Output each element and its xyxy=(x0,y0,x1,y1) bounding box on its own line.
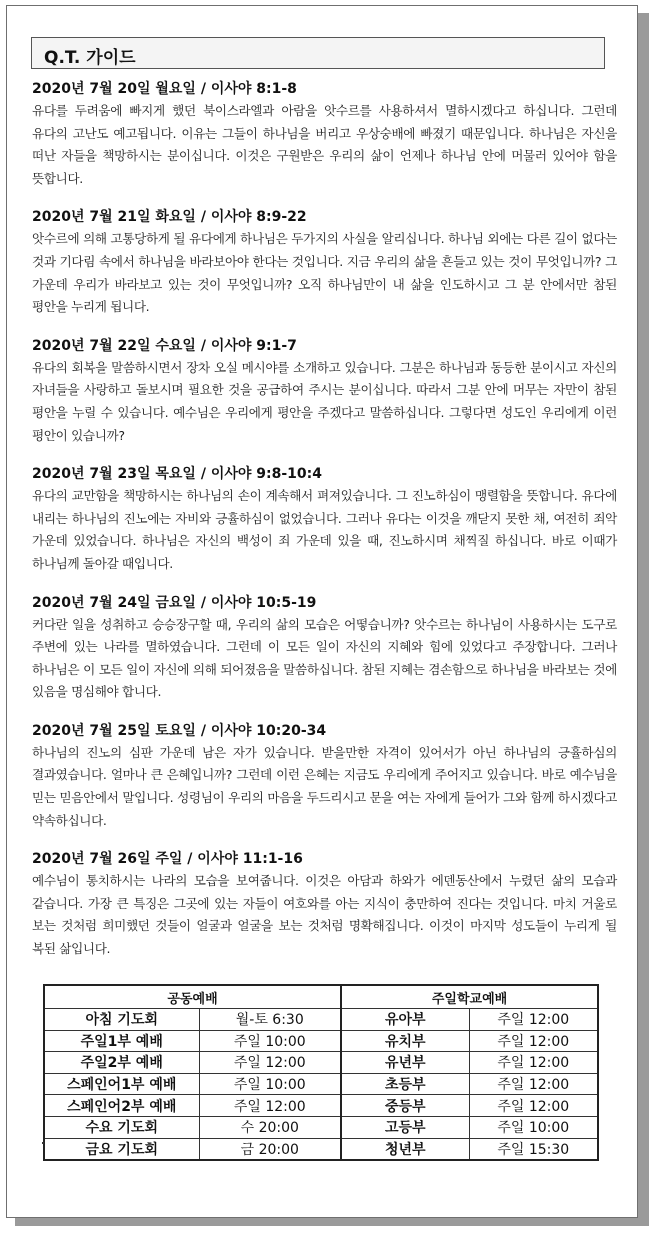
bulletin-page xyxy=(6,5,638,1218)
department-time: 주일 12:00 xyxy=(469,1095,598,1117)
entry-body: 유다의 교만함을 책망하시는 하나님의 손이 계속해서 펴져있습니다. 그 진노하심이 맹렬함을 뜻합니다. 유다에 내리는 하나님의 진노에는 자비와 긍휼하심이 없었습니다. 그러나 유다는 이것을 깨닫지 못한 채, 여전히 죄악 가운데 있었습니다. 하나님은 자신의 백성이 죄 가운데 있을 때, 진노하시며 채찍질 하십니다. 바로 이때가 하나님께 돌아갈 때입니다. xyxy=(32,488,617,571)
entry-heading: 2020년 7월 20일 월요일 / 이사야 8:1-8 xyxy=(32,81,297,97)
entry-heading: 2020년 7월 23일 목요일 / 이사야 9:8-10:4 xyxy=(32,466,322,483)
entry-body: 유다의 회복을 말씀하시면서 장차 오실 메시야를 소개하고 있습니다. 그분은 하나님과 동등한 분이시고 자신의 자녀들을 사랑하고 돌보시며 필요한 것을 공급하여 주시는 분이십니다. 따라서 그분 안에 머무는 자만이 참된 평안을 누릴 수 있습니다. 예수님은 우리에게 평안을 주겠다고 말씀하십니다. 그렇다면 성도인 우리에게 이런 평안이 있습니까? xyxy=(32,359,617,443)
entry-heading: 2020년 7월 24일 금요일 / 이사야 10:5-19 xyxy=(32,594,317,611)
qt-entry xyxy=(32,720,617,832)
department-time: 주일 12:00 xyxy=(469,1009,598,1031)
qt-entry xyxy=(32,206,617,318)
department-time: 주일 12:00 xyxy=(469,1052,598,1074)
service-time: 월-토 6:30 xyxy=(199,1009,341,1031)
service-time: 주일 12:00 xyxy=(199,1095,341,1117)
entry-body: 예수님이 통치하시는 나라의 모습을 보여줍니다. 이것은 아담과 하와가 에덴동산에서 누렸던 삶의 모습과 같습니다. 가장 큰 특징은 그곳에 있는 자들이 여호와를 아는 지식이 충만하여 진다는 것입니다. 마치 거울로 보는 것처럼 희미했던 것들이 얼굴과 얼굴을 보는 것처럼 명확해집니다. 이것이 마지막 성도들이 누리게 될 복된 삶입니다. xyxy=(32,873,617,957)
entry-body: 유다를 두려움에 빠지게 했던 북이스라엘과 아람을 앗수르를 사용하셔서 멸하시겠다고 하십니다. 그런데 유다의 고난도 예고됩니다. 이유는 그들이 하나님을 버리고 우상숭배에 빠졌기 때문입니다. 하나님은 자신을 떠난 자들을 책망하시는 분이십니다. 이것은 구원받은 우리의 삶이 언제나 하나님 안에 머물러 있어야 함을 뜻합니다. xyxy=(32,103,617,186)
service-name: 스페인어2부 예배 xyxy=(44,1095,199,1117)
entry-heading: 2020년 7월 26일 주일 / 이사야 11:1-16 xyxy=(32,851,303,868)
schedule-row xyxy=(44,1138,598,1160)
entry-heading: 2020년 7월 21일 화요일 / 이사야 8:9-22 xyxy=(32,209,307,226)
schedule-row xyxy=(44,1009,598,1031)
department-time: 주일 15:30 xyxy=(469,1138,598,1160)
entry-body: 커다란 일을 성취하고 승승장구할 때, 우리의 삶의 모습은 어떻습니까? 앗수르는 하나님이 사용하시는 도구로 주변에 있는 나라를 멸하였습니다. 그런데 이 모든 일이 자신의 지혜와 힘에 있었다고 주장합니다. 그러나 하나님은 이 모든 일이 자신에 의해 되어졌음을 말씀하십니다. 참된 지혜는 겸손함으로 하나님을 바라보는 것에 있음을 명심해야 합니다. xyxy=(32,616,617,700)
qt-entry xyxy=(32,592,617,704)
department-time: 주일 12:00 xyxy=(469,1073,598,1095)
service-name: 수요 기도회 xyxy=(44,1116,199,1138)
schedule-header-public: 공동예배 xyxy=(44,985,341,1009)
service-name: 주일2부 예배 xyxy=(44,1052,199,1074)
qt-entry xyxy=(32,78,617,190)
entry-heading: 2020년 7월 22일 수요일 / 이사야 9:1-7 xyxy=(32,337,297,354)
qt-entries xyxy=(32,78,617,977)
worship-schedule-table xyxy=(43,984,599,1161)
department-time: 주일 10:00 xyxy=(469,1116,598,1138)
service-name: 아침 기도회 xyxy=(44,1009,199,1031)
department-name: 초등부 xyxy=(341,1073,469,1095)
department-name: 고등부 xyxy=(341,1116,469,1138)
schedule-row xyxy=(44,1116,598,1138)
department-time: 주일 12:00 xyxy=(469,1030,598,1052)
schedule-header-sunday-school: 주일학교예배 xyxy=(341,985,598,1009)
qt-entry xyxy=(32,335,617,447)
schedule-row xyxy=(44,1030,598,1052)
service-time: 수 20:00 xyxy=(199,1116,341,1138)
service-time: 주일 10:00 xyxy=(199,1030,341,1052)
department-name: 유아부 xyxy=(341,1009,469,1031)
qt-entry xyxy=(32,463,617,575)
schedule-row xyxy=(44,1052,598,1074)
entry-body: 앗수르에 의해 고통당하게 될 유다에게 하나님은 두가지의 사실을 알리십니다. 하나님 외에는 다른 길이 없다는 것과 기다림 속에서 하나님을 바라보아야 한다는 것입니다. 지금 우리의 삶을 흔들고 있는 것이 무엇입니까? 그 가운데 우리가 바라보고 있는 것이 무엇입니까? 오직 하나님만이 내 삶을 인도하시고 그 분 안에서만 참된 평안을 누리게 됩니다. xyxy=(32,231,617,315)
service-time: 주일 12:00 xyxy=(199,1052,341,1074)
service-name: 주일1부 예배 xyxy=(44,1030,199,1052)
entry-heading: 2020년 7월 25일 토요일 / 이사야 10:20-34 xyxy=(32,722,327,739)
schedule-row xyxy=(44,1073,598,1095)
entry-body: 하나님의 진노의 심판 가운데 남은 자가 있습니다. 받을만한 자격이 있어서가 아닌 하나님의 긍휼하심의 결과였습니다. 얼마나 큰 은혜입니까? 그런데 이런 은혜는 지금도 우리에게 주어지고 있습니다. 바로 예수님을 믿는 믿음안에서 말입니다. 성령님이 우리의 마음을 두드리시고 문을 여는 자에게 들어가 그와 함께 하시겠다고 약속하십니다. xyxy=(32,744,617,828)
service-time: 주일 10:00 xyxy=(199,1073,341,1095)
department-name: 유년부 xyxy=(341,1052,469,1074)
schedule-row xyxy=(44,1095,598,1117)
service-time: 금 20:00 xyxy=(199,1138,341,1160)
stray-mark xyxy=(42,1142,44,1144)
department-name: 유치부 xyxy=(341,1030,469,1052)
schedule-header-row xyxy=(44,985,598,1009)
service-name: 스페인어1부 예배 xyxy=(44,1073,199,1095)
guide-title: Q.T. 가이드 xyxy=(44,48,136,68)
department-name: 중등부 xyxy=(341,1095,469,1117)
service-name: 금요 기도회 xyxy=(44,1138,199,1160)
guide-title-box xyxy=(31,37,605,69)
qt-entry xyxy=(32,848,617,960)
department-name: 청년부 xyxy=(341,1138,469,1160)
